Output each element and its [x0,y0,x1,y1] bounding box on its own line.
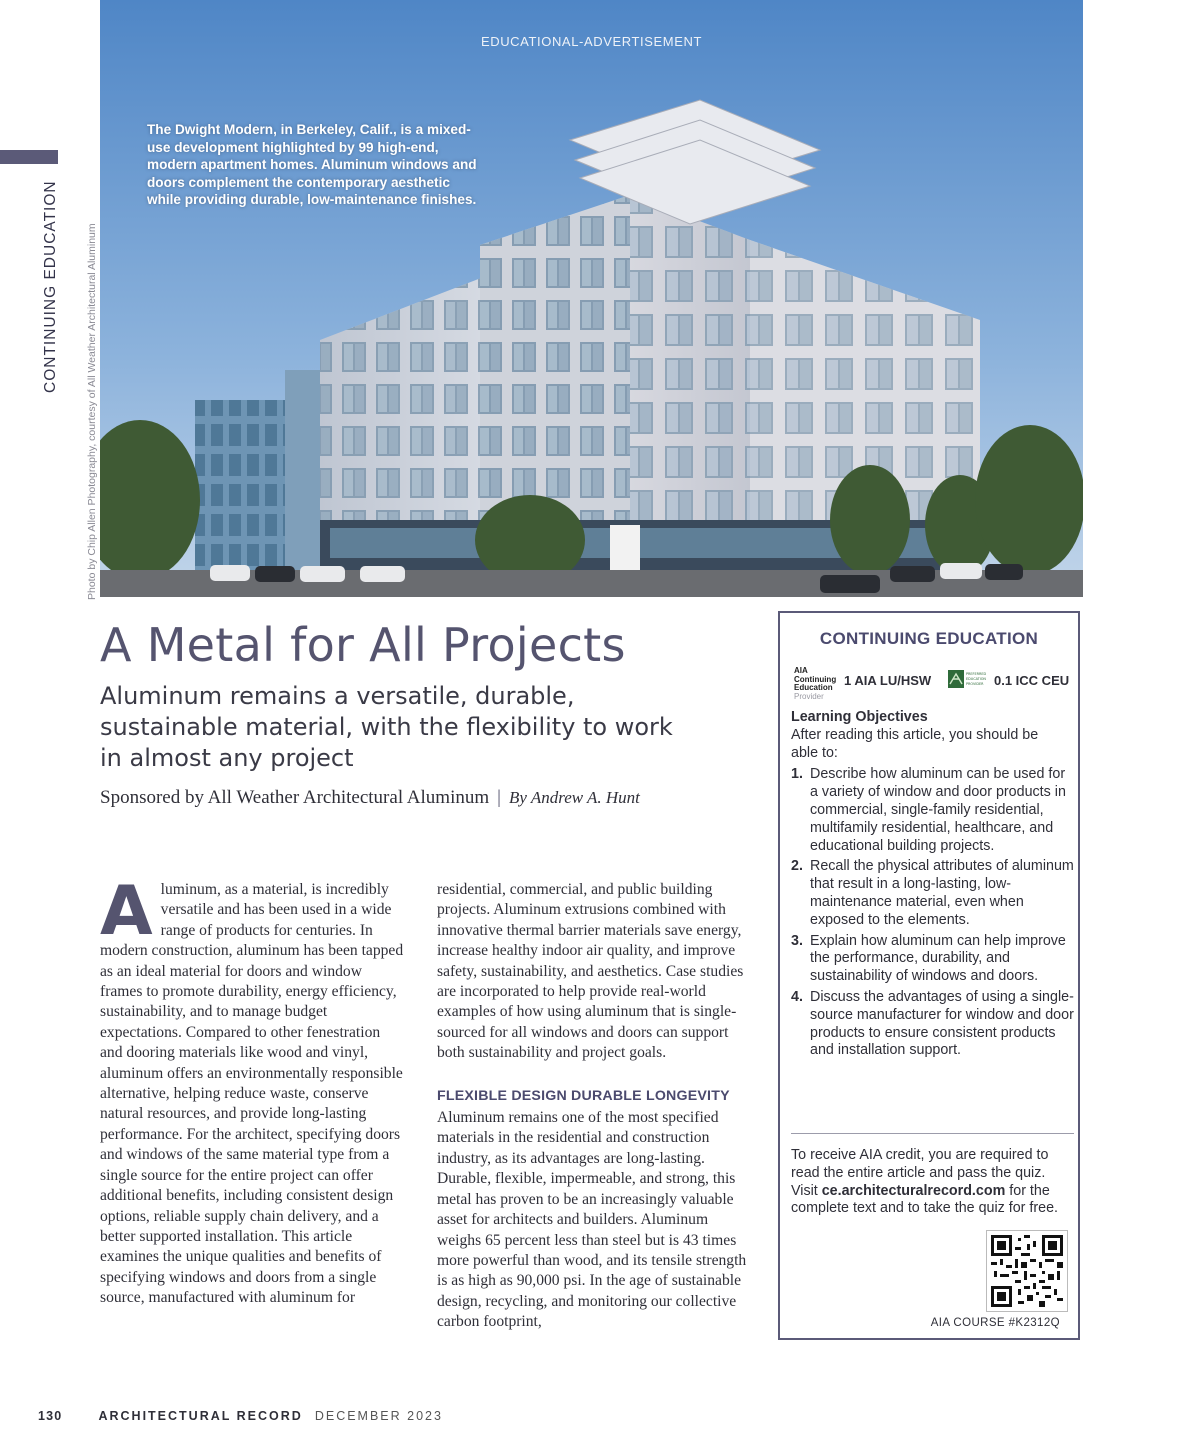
aia-course-number: AIA COURSE #K2312Q [930,1317,1060,1329]
sponsor-line: Sponsored by All Weather Architectural Aluminum [100,787,490,808]
objective-text: Recall the physical attributes of aluminum that result in a long-lasting, low-maintenance material, even when exposed to the elements. [810,858,1074,928]
ce-website-link[interactable]: ce.architecturalrecord.com [821,1182,1006,1199]
aia-logo-line: Continuing [794,674,837,684]
aia-logo-line: Education [794,683,833,692]
section-label-text: CONTINUING EDUCATION [42,180,59,393]
article-subtitle: Aluminum remains a versatile, durable, sustainable material, with the flexibility to work in almost any project [100,682,673,772]
drop-cap: A [100,872,153,951]
objectives-list [791,766,1076,1060]
magazine-name: ARCHITECTURAL RECORD [98,1409,303,1423]
ce-credits-row [794,666,1074,701]
objective-text: Discuss the advantages of using a single-source manufacturer for window and door products to ensure consistent products and installation support. [810,988,1074,1059]
objective-item [791,766,1076,855]
aia-credit-value: 1 AIA LU/HSW [844,673,932,688]
icc-logo-line: PREFERRED [966,672,987,676]
issue-date: DECEMBER 2023 [314,1409,443,1423]
ce-box-heading: CONTINUING EDUCATION [819,629,1039,648]
objective-item [791,989,1076,1060]
icc-logo-line: PROVIDER [966,682,984,686]
aia-ces-logo [794,667,838,701]
author-name: By Andrew A. Hunt [508,788,640,807]
body-paragraph: luminum, as a material, is incredibly versatile and has been used in a wide range of products for centuries. In modern construction, aluminum has been tapped as an ideal material for doors and window frames to promote durability, energy efficiency, sustainability, and to manage budget expectations. Compared to other fenestration and dooring materials like wood and vinyl, aluminum offers an environmentally responsible alternative, helping reduce waste, conserve natural resources, and provide long-lasting performance. For the architect, specifying doors and windows of the same material type from a single source for the entire project can offer additional benefits, including consistent design options, reliable supply chain delivery, and a better supported installation. This article examines the unique qualities and benefits of specifying windows and doors from a single source, manufactured with aluminum for [100,881,404,1307]
body-column-1 [100,872,405,1309]
objective-number: 3. [791,932,803,949]
body-paragraph: Aluminum remains one of the most specified materials in the residential and construction industry, as its advantages are long-lasting. Durable, flexible, impermeable, and strong, this metal has proven to be an increasingly valuable asset for architects and builders. Aluminum weighs 65 percent less than steel but is 43 times more powerful than wood, and its tensile strength is as high as 90,000 psi. In the age of sustainable design, recycling, and monitoring our collective carbon footprint, [437,1109,747,1331]
objective-number: 1. [791,766,803,783]
byline-separator: | [497,787,501,808]
section-heading: FLEXIBLE DESIGN DURABLE LONGEVITY [437,1087,730,1104]
hero-caption: The Dwight Modern, in Berkeley, Calif., is a mixed-use development highlighted by 99 high-end, modern apartment homes. Aluminum windows and doors complement the contemporary aesthetic while providing durable, low-maintenance finishes. [147,122,477,207]
aia-credit-instructions [791,1147,1076,1218]
hero-photo [100,0,1083,597]
article-title: A Metal for All Projects [100,618,626,672]
aia-logo-line: AIA [794,666,808,675]
body-paragraph: residential, commercial, and public building projects. Aluminum extrusions combined with innovative thermal barrier materials save energy, increase healthy indoor air quality, and improve safety, sustainability, and aesthetics. Case studies are incorporated to help provide real-world examples of how using aluminum that is single-sourced for all windows and doors can support both sustainability and project goals. [437,881,744,1062]
building-illustration [100,0,1083,597]
qr-code-graphic [991,1235,1063,1307]
section-tab-marker [0,150,58,164]
objective-item [791,858,1076,929]
educational-advertisement-label: EDUCATIONAL-ADVERTISEMENT [480,34,703,49]
learning-objectives [791,709,1076,1063]
icc-credit-value: 0.1 ICC CEU [994,673,1070,688]
ce-divider [791,1133,1074,1134]
objective-text: Explain how aluminum can help improve the performance, durability, and sustainability of windows and doors. [810,932,1066,985]
objective-number: 2. [791,858,803,875]
aia-logo-line: Provider [794,691,824,701]
objective-number: 4. [791,988,803,1005]
credit-text: for the complete text and to take the quiz for free. [791,1182,1059,1217]
byline [100,787,760,809]
qr-code-icon[interactable] [986,1230,1068,1312]
credit-text: To receive AIA credit, you are required to read the entire article and pass the quiz. Visit [791,1147,1049,1199]
learning-objectives-intro: After reading this article, you should be able to: [791,726,1039,761]
photo-credit-text: Photo by Chip Allen Photography, courtesy of All Weather Architectural Aluminum [86,223,98,600]
icc-logo-line: EDUCATION [966,677,986,681]
page-number: 130 [38,1409,63,1423]
body-column-2 [437,880,749,1333]
objective-item [791,933,1076,986]
learning-objectives-title: Learning Objectives [791,709,928,725]
continuing-education-box [778,611,1080,1340]
objective-text: Describe how aluminum can be used for a variety of window and door products in commercial, single-family residential, multifamily residential, healthcare, and educational building projects. [810,766,1066,854]
page-footer [38,1409,443,1423]
icc-preferred-provider-logo [948,670,988,688]
